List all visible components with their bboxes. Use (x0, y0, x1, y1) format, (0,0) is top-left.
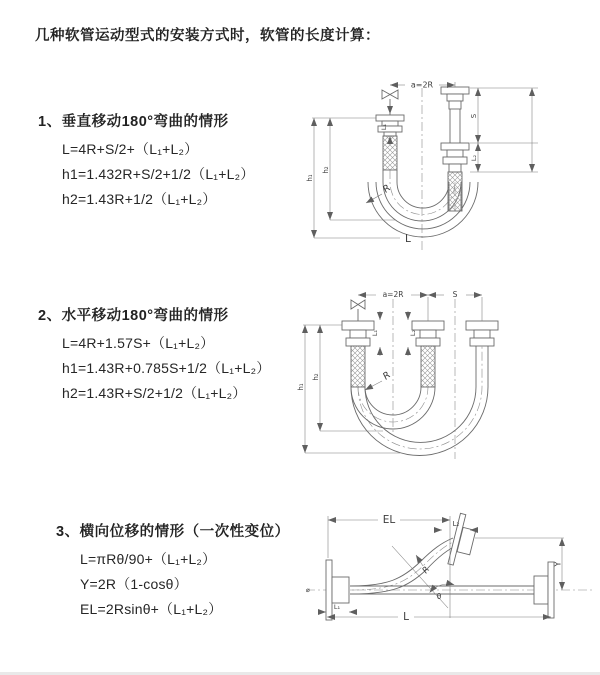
formula-y: Y=2R（1-cosθ） (80, 576, 188, 592)
dim-l1-label: L₁ (380, 123, 388, 131)
section-lateral-displacement (56, 522, 290, 624)
diagram-2-svg (295, 283, 595, 463)
formula-length: L=4R+1.57S+（L₁+L₂） (62, 335, 215, 351)
section-3-formulas (80, 549, 290, 619)
dimension-labels (306, 514, 562, 623)
diagram-vertical-180 (300, 70, 600, 270)
right-end-fitting-lower (441, 143, 469, 172)
angle-theta-label: θ (436, 592, 442, 601)
dim-l2-label: L₂ (452, 520, 460, 528)
left-flange (326, 560, 349, 620)
dim-a2r-label: a=2R (410, 80, 434, 90)
radius-label: R (381, 182, 393, 196)
hose-outline (351, 346, 488, 456)
diagram-1-svg (300, 70, 600, 265)
dim-s-label: S (470, 113, 478, 119)
valve-icon (351, 300, 365, 321)
dim-h2-label: h₂ (322, 166, 330, 174)
ghost-end-fitting (466, 321, 498, 346)
section-vertical-180 (38, 112, 254, 214)
dim-h1-label: h₁ (297, 383, 305, 391)
ghost-flange (534, 562, 554, 618)
radius-label: R (420, 564, 433, 576)
dim-a2r-label: a=2R (382, 290, 404, 299)
section-1-formulas (62, 139, 254, 209)
section-1-heading: 1、垂直移动180°弯曲的情形 (38, 114, 229, 130)
radius-leader (365, 381, 382, 390)
diagram-lateral-displacement (300, 500, 600, 657)
braided-hose-left (351, 346, 365, 387)
left-end-fitting (342, 321, 374, 346)
right-end-fitting-upper (441, 87, 469, 109)
length-label: L (405, 233, 411, 245)
page-title: 几种软管运动型式的安装方式时，软管的长度计算： (35, 28, 380, 44)
centerlines (390, 88, 455, 250)
dimension-lines (318, 516, 564, 618)
braided-hose-middle (421, 346, 435, 387)
formula-h1: h1=1.43R+0.785S+1/2（L₁+L₂） (62, 360, 271, 376)
dim-l2-label: L₂ (409, 329, 417, 337)
dim-s-label: S (452, 290, 458, 299)
section-2-heading: 2、水平移动180°弯曲的情形 (38, 308, 229, 324)
dim-y-label: Y (553, 561, 563, 567)
formula-h1: h1=1.432R+S/2+1/2（L₁+L₂） (62, 166, 255, 182)
dim-l1-label: L₁ (371, 329, 379, 337)
diagram-horizontal-180 (295, 283, 595, 468)
length-label: L (403, 611, 409, 623)
section-horizontal-180 (38, 306, 270, 408)
formula-h2: h2=1.43R+1/2（L₁+L₂） (62, 191, 217, 207)
braided-hose-right (448, 172, 462, 211)
formula-h2: h2=1.43R+S/2+1/2（L₁+L₂） (62, 385, 247, 401)
formula-length: L=πRθ/90+（L₁+L₂） (80, 551, 217, 567)
formula-length: L=4R+S/2+（L₁+L₂） (62, 141, 199, 157)
dim-el-label: EL (382, 514, 396, 526)
diagram-3-svg (300, 500, 600, 652)
hose-outline (350, 538, 534, 594)
dim-l1-label: L₁ (333, 603, 341, 611)
section-3-heading: 3、横向位移的情形（一次性变位） (56, 524, 290, 540)
diameter-mark: ⌀ (306, 586, 310, 594)
formula-el: EL=2Rsinθ+（L₁+L₂） (80, 601, 223, 617)
section-2-formulas (62, 333, 270, 403)
radius-label: R (381, 369, 393, 383)
dim-h2-label: h₂ (312, 373, 320, 381)
dim-h1-label: h₁ (306, 174, 314, 182)
dim-l2-label: L₂ (470, 154, 478, 162)
radius-leader (366, 194, 382, 203)
hose-ghost (351, 346, 488, 456)
dimension-lines (312, 82, 538, 238)
